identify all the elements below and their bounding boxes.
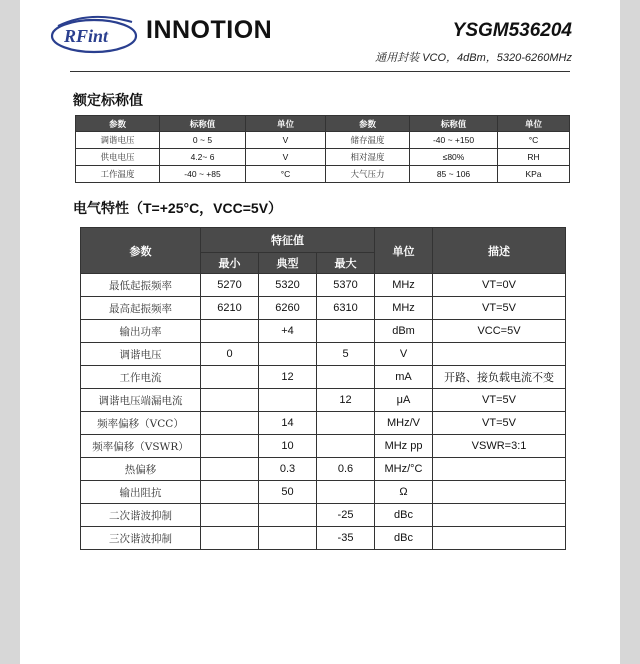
table-cell: 大气压力 [326,166,410,183]
table-cell: 工作温度 [76,166,160,183]
table-cell: 4.2~ 6 [160,149,246,166]
model-number: YSGM536204 [452,20,572,41]
table-cell [201,527,259,550]
table-cell: 频率偏移（VCC） [81,412,201,435]
table-row [81,458,566,481]
table-cell: 6260 [259,297,317,320]
table-cell: 50 [259,481,317,504]
header-max: 最大 [317,253,375,274]
table-row [81,389,566,412]
table-cell: 最低起振频率 [81,274,201,297]
table-cell: 0.3 [259,458,317,481]
table-cell: KPa [498,166,570,183]
table-row [81,320,566,343]
header-min: 最小 [201,253,259,274]
ratings-header-cell: 参数 [326,116,410,132]
table-cell: 5320 [259,274,317,297]
table-cell [259,389,317,412]
rfint-logo [50,12,142,56]
header-divider [70,71,570,72]
ratings-header-cell: 单位 [498,116,570,132]
table-cell: dBm [375,320,433,343]
table-cell: 热偏移 [81,458,201,481]
ratings-header-cell: 单位 [246,116,326,132]
table-cell: 开路、接负载电流不变 [433,366,566,389]
table-cell: VT=5V [433,297,566,320]
table-cell [317,320,375,343]
table-row [81,412,566,435]
table-cell: MHz [375,297,433,320]
table-cell: 0.6 [317,458,375,481]
table-row [76,149,570,166]
table-cell [317,412,375,435]
section-title-electrical: 电气特性（T=+25°C，VCC=5V） [73,200,283,216]
table-cell: 工作电流 [81,366,201,389]
table-cell [201,412,259,435]
table-cell: 5370 [317,274,375,297]
table-cell [201,366,259,389]
table-cell [433,458,566,481]
table-cell: VSWR=3:1 [433,435,566,458]
table-cell [201,458,259,481]
table-cell [201,320,259,343]
product-subtitle: 通用封装 VCO，4dBm，5320-6260MHz [375,52,572,64]
table-cell: -40 ~ +85 [160,166,246,183]
header-typ: 典型 [259,253,317,274]
table-cell [317,481,375,504]
table-cell: 10 [259,435,317,458]
table-cell: °C [498,132,570,149]
table-row [81,527,566,550]
table-cell: 储存温度 [326,132,410,149]
table-cell: 最高起振频率 [81,297,201,320]
table-cell [201,435,259,458]
table-cell: V [246,132,326,149]
table-row [81,366,566,389]
table-cell: 6210 [201,297,259,320]
table-cell: VCC=5V [433,320,566,343]
table-row [76,166,570,183]
table-cell: 12 [259,366,317,389]
table-cell: MHz pp [375,435,433,458]
table-row [81,343,566,366]
table-cell: 三次谐波抑制 [81,527,201,550]
table-cell [259,343,317,366]
ratings-header-cell: 标称值 [160,116,246,132]
table-cell [433,527,566,550]
table-cell: 85 ~ 106 [410,166,498,183]
table-cell: -35 [317,527,375,550]
table-row [76,132,570,149]
table-cell: MHz [375,274,433,297]
table-cell [433,504,566,527]
brand-name: INNOTION [146,16,273,44]
table-cell: RH [498,149,570,166]
table-cell: dBc [375,504,433,527]
header-unit: 单位 [375,228,433,274]
table-cell: 12 [317,389,375,412]
section-title-ratings: 额定标称值 [73,92,143,108]
electrical-characteristics-table [80,227,566,550]
table-cell: dBc [375,527,433,550]
table-cell: 相对湿度 [326,149,410,166]
table-cell: 输出阻抗 [81,481,201,504]
table-cell: VT=5V [433,389,566,412]
table-cell: °C [246,166,326,183]
table-cell [201,389,259,412]
table-cell: 0 ~ 5 [160,132,246,149]
table-cell: 5 [317,343,375,366]
header-param: 参数 [81,228,201,274]
table-cell: 输出功率 [81,320,201,343]
table-cell: VT=5V [433,412,566,435]
svg-text:RFint: RFint [64,26,109,46]
table-cell: 0 [201,343,259,366]
table-cell [259,504,317,527]
table-cell: 6310 [317,297,375,320]
table-cell [433,481,566,504]
header-characteristic: 特征值 [201,228,375,253]
table-cell: 5270 [201,274,259,297]
table-cell: 二次谐波抑制 [81,504,201,527]
table-cell: 频率偏移（VSWR） [81,435,201,458]
table-cell [433,343,566,366]
table-cell [201,481,259,504]
table-cell: VT=0V [433,274,566,297]
ratings-table [75,115,570,183]
table-row [81,481,566,504]
ratings-header-cell: 参数 [76,116,160,132]
table-cell: -25 [317,504,375,527]
table-row [81,435,566,458]
table-cell: μA [375,389,433,412]
table-row [81,504,566,527]
table-cell [317,435,375,458]
table-cell: 调谐电压 [76,132,160,149]
table-cell: 14 [259,412,317,435]
table-cell: MHz/°C [375,458,433,481]
table-cell: ≤80% [410,149,498,166]
table-cell [259,527,317,550]
ratings-header-cell: 标称值 [410,116,498,132]
table-cell: V [246,149,326,166]
table-cell [201,504,259,527]
table-cell: 供电电压 [76,149,160,166]
table-cell: mA [375,366,433,389]
table-cell: 调谐电压端漏电流 [81,389,201,412]
table-row [81,297,566,320]
table-cell [317,366,375,389]
table-cell: Ω [375,481,433,504]
table-cell: V [375,343,433,366]
table-cell: -40 ~ +150 [410,132,498,149]
table-cell: MHz/V [375,412,433,435]
table-row [81,274,566,297]
table-cell: +4 [259,320,317,343]
table-cell: 调谐电压 [81,343,201,366]
header-description: 描述 [433,228,566,274]
